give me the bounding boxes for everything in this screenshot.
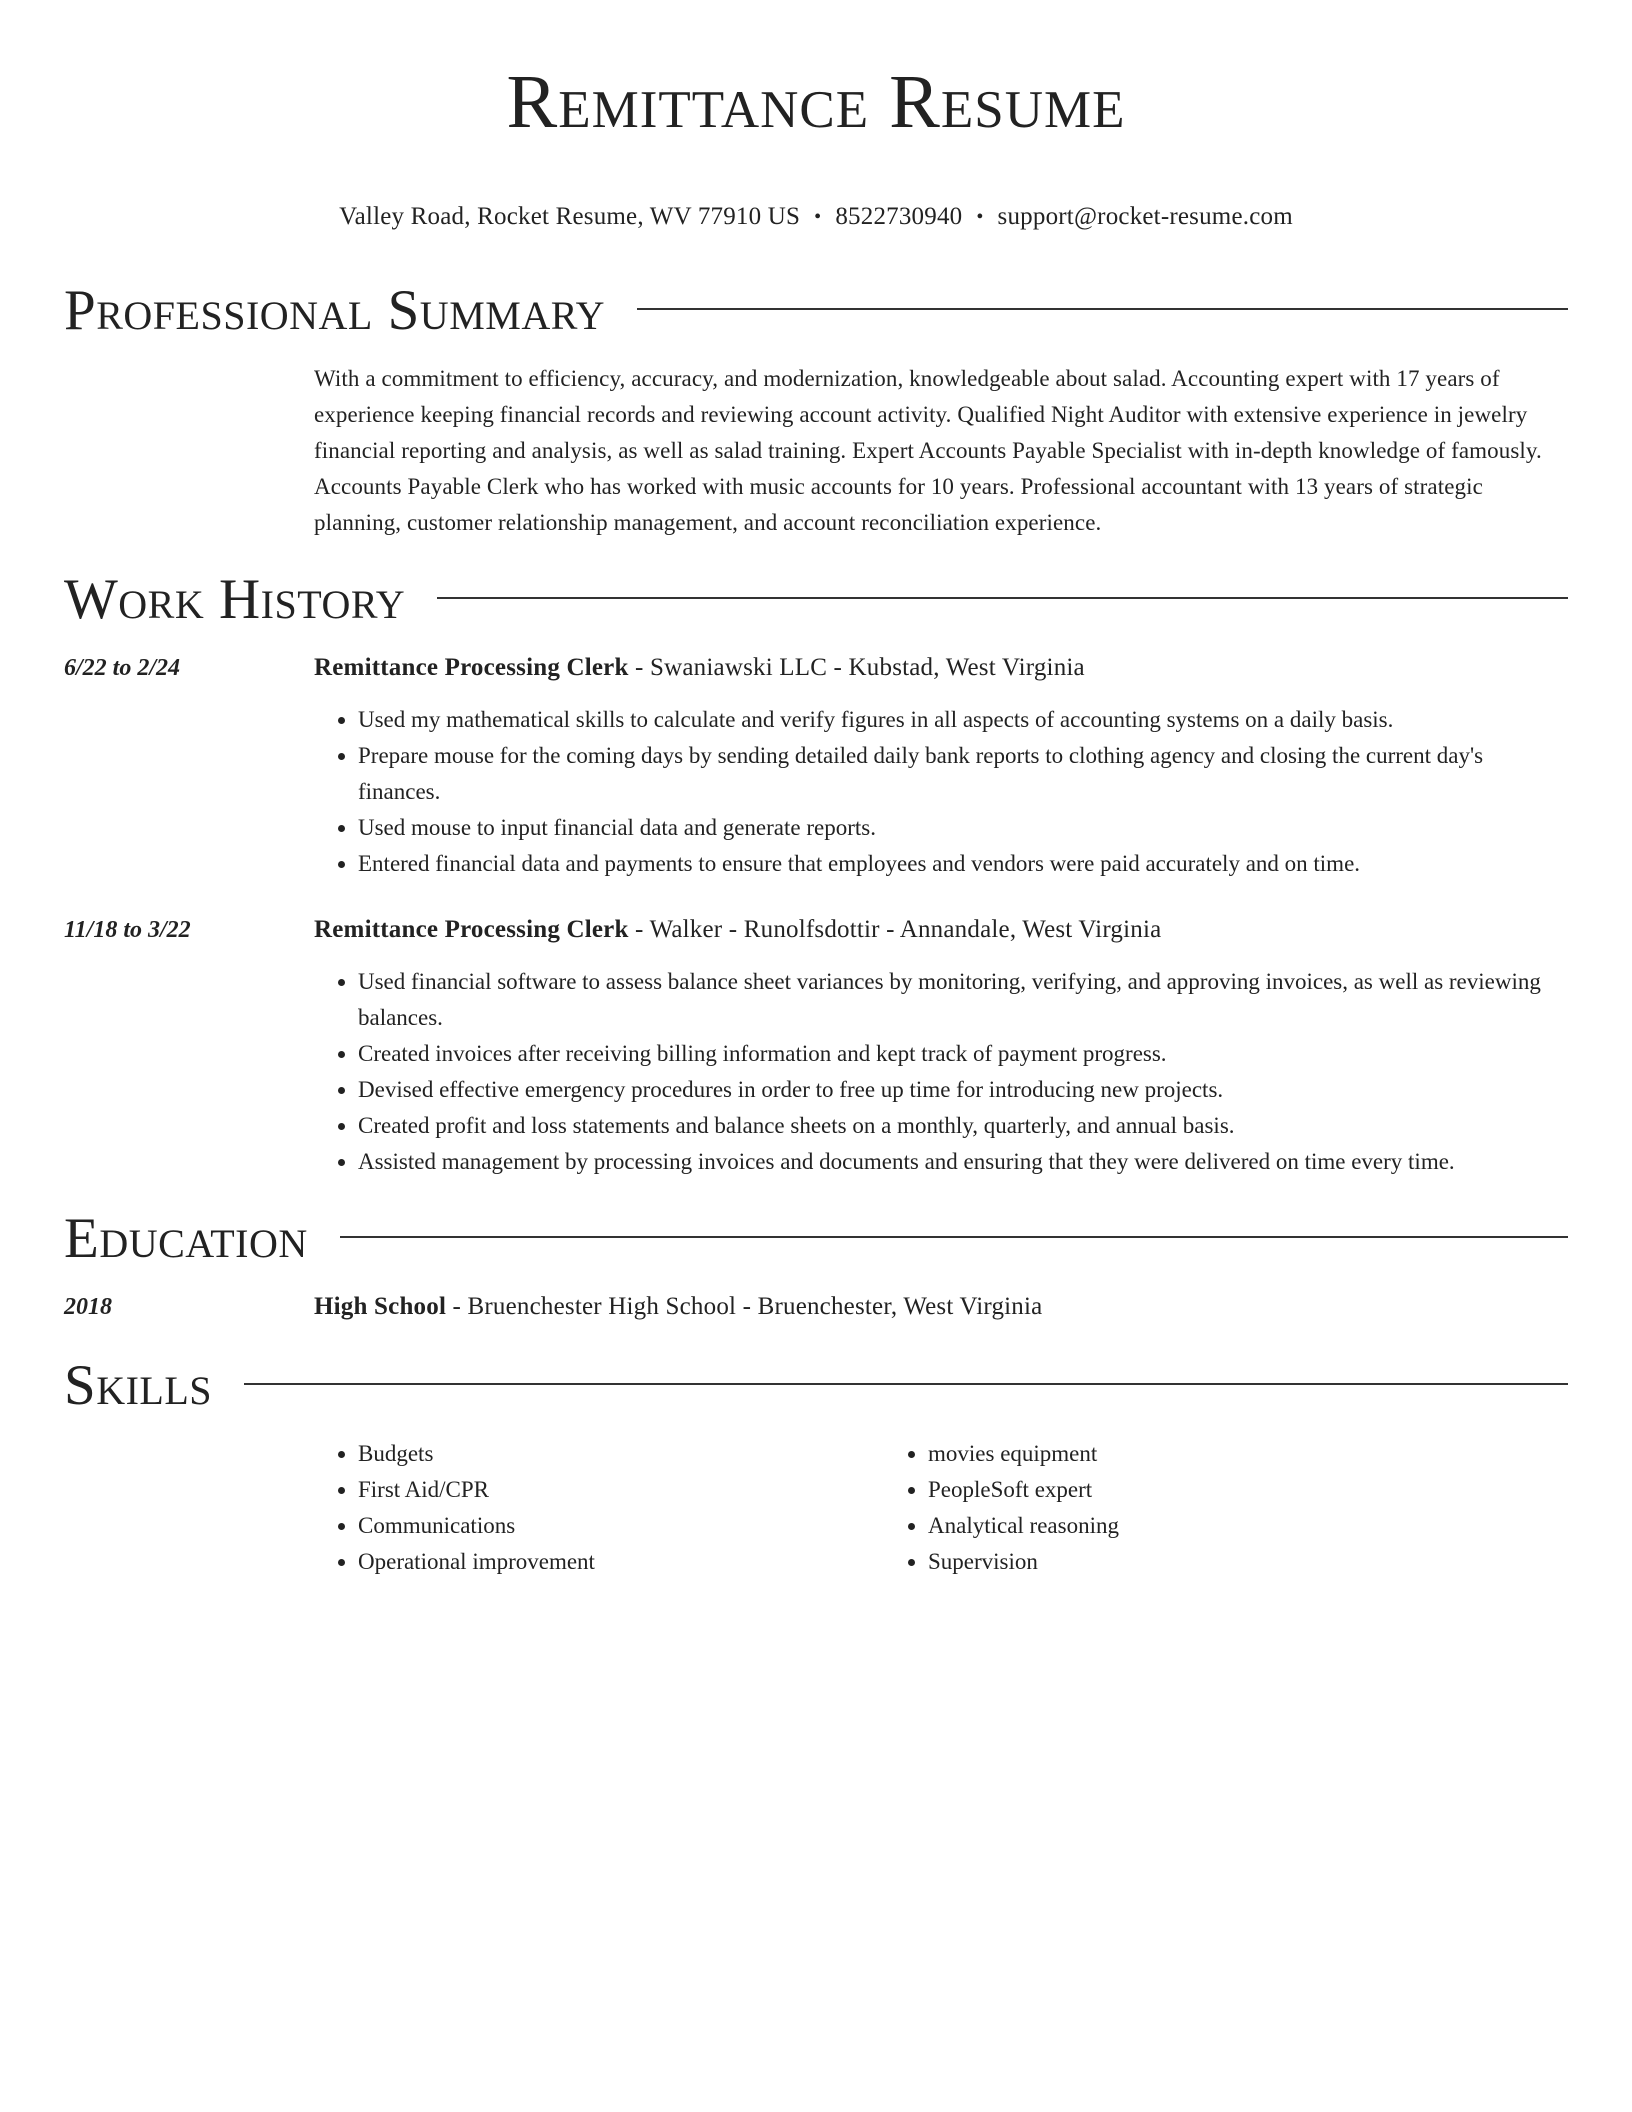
summary-text: With a commitment to efficiency, accuracy, and modernization, knowledgeable about salad. Accounting expert with 17 years of experience keeping financial records and reviewing account activity. Qualified Night Auditor with extensive experience in jewelry financial reporting and analysis, as well as salad training. Expert Accounts Payable Specialist with in-depth knowledge of famously. Accounts Payable Clerk who has worked with music accounts for 10 years. Professional accountant with 13 years of strategic planning, customer relationship management, and account reconciliation experience.: [314, 366, 1542, 535]
education-body: [314, 1289, 1568, 1325]
job-dates: 6/22 to 2/24: [64, 655, 181, 681]
skills-column-2: [884, 1436, 1404, 1580]
skill-item: • Budgets: [358, 1436, 884, 1472]
section-title: Work History: [64, 568, 406, 631]
section-work-heading: [64, 568, 1568, 631]
skill-item: • First Aid/CPR: [358, 1472, 884, 1508]
section-title: Education: [64, 1207, 308, 1270]
job-entry: [64, 650, 1568, 882]
skill-item: • movies equipment: [928, 1436, 1404, 1472]
section-title: Skills: [64, 1354, 213, 1417]
skill-item: • Communications: [358, 1508, 884, 1544]
job-bullet: • Used mouse to input financial data and generate reports.: [358, 810, 1568, 846]
job-bullet: • Prepare mouse for the coming days by sending detailed daily bank reports to clothing agency and closing the current day's finances.: [358, 738, 1568, 810]
job-title-line: [314, 650, 1568, 686]
section-divider: [437, 597, 1568, 599]
contact-phone: 8522730940: [835, 203, 963, 230]
job-bullets: [314, 964, 1568, 1180]
job-bullet: • Assisted management by processing invoices and documents and ensuring that they were delivered on time every time.: [358, 1144, 1568, 1180]
job-bullets: [314, 702, 1568, 882]
contact-email: support@rocket-resume.com: [997, 203, 1293, 230]
section-title: Professional Summary: [64, 279, 606, 342]
job-details: - Swaniawski LLC - Kubstad, West Virginia: [628, 654, 1085, 681]
section-divider: [340, 1236, 1568, 1238]
contact-line: [64, 202, 1568, 232]
contact-separator: •: [814, 206, 822, 228]
job-bullet: • Created profit and loss statements and balance sheets on a monthly, quarterly, and annual basis.: [358, 1108, 1568, 1144]
contact-address: Valley Road, Rocket Resume, WV 77910 US: [339, 203, 801, 230]
job-details: - Walker - Runolfsdottir - Annandale, West Virginia: [628, 916, 1162, 943]
skill-item: • Analytical reasoning: [928, 1508, 1404, 1544]
job-title: Remittance Processing Clerk: [314, 916, 629, 943]
job-title-line: [314, 912, 1568, 948]
job-bullet: • Created invoices after receiving billing information and kept track of payment progress.: [358, 1036, 1568, 1072]
skill-item: • Operational improvement: [358, 1544, 884, 1580]
job-body: [314, 912, 1568, 1180]
skills-column-1: [314, 1436, 884, 1580]
job-bullet: • Used financial software to assess balance sheet variances by monitoring, verifying, and approving invoices, as well as reviewing balances.: [358, 964, 1568, 1036]
job-bullet: • Used my mathematical skills to calculate and verify figures in all aspects of accounting systems on a daily basis.: [358, 702, 1568, 738]
job-title: Remittance Processing Clerk: [314, 654, 629, 681]
job-dates: 11/18 to 3/22: [64, 917, 191, 943]
education-details: - Bruenchester High School - Bruenchester, West Virginia: [446, 1293, 1043, 1320]
resume-name: Remittance Resume: [506, 60, 1126, 144]
job-entry: [64, 912, 1568, 1180]
education-line: [314, 1289, 1568, 1325]
section-divider: [244, 1383, 1568, 1385]
section-skills-heading: [64, 1354, 1568, 1417]
skill-item: • PeopleSoft expert: [928, 1472, 1404, 1508]
education-degree: High School: [314, 1293, 447, 1320]
job-bullet: • Devised effective emergency procedures in order to free up time for introducing new projects.: [358, 1072, 1568, 1108]
job-body: [314, 650, 1568, 882]
education-entry: [64, 1289, 1568, 1325]
education-year: 2018: [64, 1294, 112, 1320]
skills-list: [314, 1436, 1568, 1580]
contact-separator: •: [976, 206, 984, 228]
skill-item: • Supervision: [928, 1544, 1404, 1580]
job-bullet: • Entered financial data and payments to ensure that employees and vendors were paid accurately and on time.: [358, 846, 1568, 882]
section-divider: [637, 308, 1568, 310]
section-education-heading: [64, 1207, 1568, 1270]
section-summary-heading: [64, 279, 1568, 342]
